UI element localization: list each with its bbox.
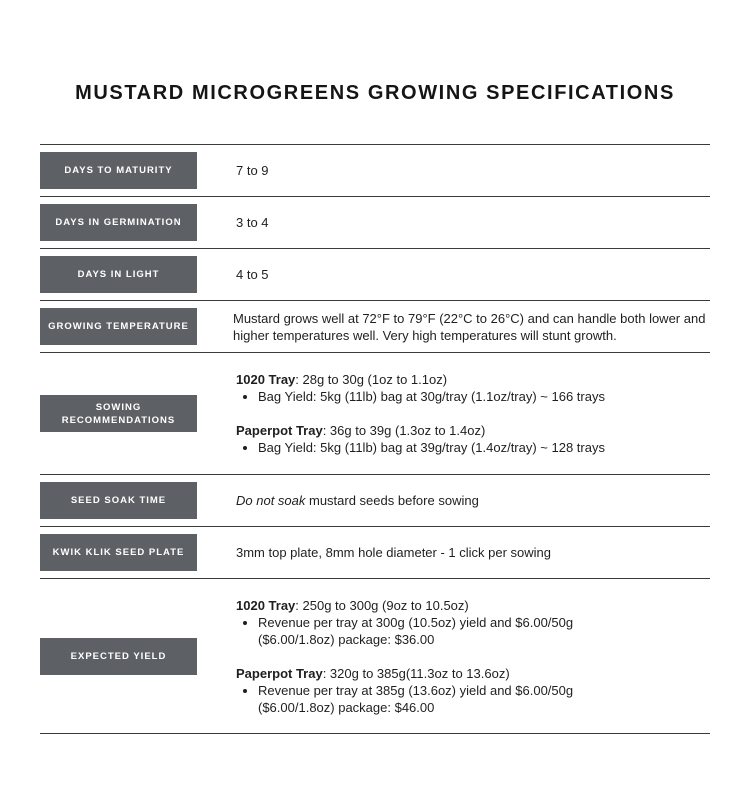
bullet-item: • Bag Yield: 5kg (11lb) bag at 30g/tray (1.1oz/tray) ~ 166 trays <box>258 388 605 405</box>
table-row <box>40 475 710 527</box>
emphasis-text: Do not soak <box>236 493 306 508</box>
tray-amount: : 250g to 300g (9oz to 10.5oz) <box>295 597 469 613</box>
row-label: GROWING TEMPERATURE <box>40 308 197 345</box>
tray-name: 1020 Tray <box>236 372 296 387</box>
row-label: DAYS TO MATURITY <box>40 152 197 189</box>
specifications-table <box>40 144 710 734</box>
bullet-item: • Revenue per tray at 385g (13.6oz) yield and $6.00/50g ($6.00/1.8oz) package: $46.00 <box>258 682 616 716</box>
tray-line <box>236 597 616 614</box>
row-label: DAYS IN LIGHT <box>40 256 197 293</box>
tray-amount: : 36g to 39g (1.3oz to 1.4oz) <box>322 423 486 438</box>
row-label: KWIK KLIK SEED PLATE <box>40 534 197 571</box>
row-value <box>236 371 605 456</box>
tray-amount: : 320g to 385g(11.3oz to 13.6oz) <box>322 665 510 681</box>
tray-name: 1020 Tray <box>236 597 296 613</box>
table-row <box>40 197 710 249</box>
row-value: 7 to 9 <box>236 163 269 178</box>
value-text: mustard seeds before sowing <box>305 493 479 508</box>
table-row <box>40 145 710 197</box>
table-row <box>40 301 710 353</box>
tray-line <box>236 422 605 439</box>
table-row <box>40 353 710 475</box>
table-row <box>40 527 710 579</box>
tray-line <box>236 371 605 388</box>
row-value: 3mm top plate, 8mm hole diameter - 1 click per sowing <box>236 545 552 560</box>
tray-line <box>236 665 616 682</box>
page-title: MUSTARD MICROGREENS GROWING SPECIFICATIONS <box>75 82 675 104</box>
bullet-item: • Bag Yield: 5kg (11lb) bag at 39g/tray (1.4oz/tray) ~ 128 trays <box>258 439 605 456</box>
row-label: SOWING RECOMMENDATIONS <box>40 395 197 432</box>
row-value: Mustard grows well at 72°F to 79°F (22°C to 26°C) and can handle both lower and higher temperatures well. Very high temperatures will stunt growth. <box>233 310 706 343</box>
table-row <box>40 579 710 734</box>
bullet-item: • Revenue per tray at 300g (10.5oz) yield and $6.00/50g ($6.00/1.8oz) package: $36.00 <box>258 614 616 648</box>
row-label: SEED SOAK TIME <box>40 482 197 519</box>
row-label: EXPECTED YIELD <box>40 638 197 675</box>
tray-name: Paperpot Tray <box>236 665 323 681</box>
row-value <box>236 492 479 509</box>
tray-name: Paperpot Tray <box>236 423 323 438</box>
row-value <box>236 597 616 716</box>
row-value: 3 to 4 <box>236 215 269 230</box>
tray-amount: : 28g to 30g (1oz to 1.1oz) <box>295 372 448 387</box>
row-value: 4 to 5 <box>236 267 269 282</box>
row-label: DAYS IN GERMINATION <box>40 204 197 241</box>
table-row <box>40 249 710 301</box>
